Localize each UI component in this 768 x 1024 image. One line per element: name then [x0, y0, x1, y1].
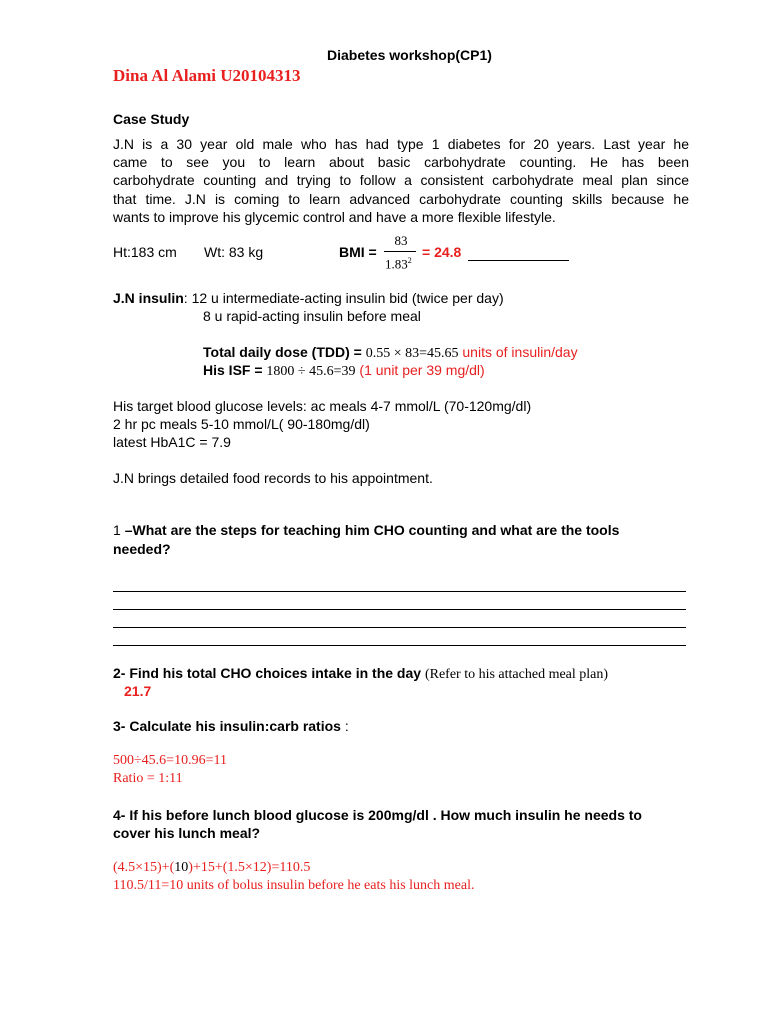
- question-1-line-2: needed?: [113, 541, 171, 557]
- target-line-1: His target blood glucose levels: ac meals 4-7 mmol/L (70-120mg/dl): [113, 398, 532, 414]
- bmi-fraction-bar: [384, 251, 416, 252]
- answer-line: [113, 627, 686, 628]
- insulin-label: J.N insulin: [113, 290, 184, 306]
- tdd-line: [203, 344, 578, 362]
- case-line: that time. J.N is coming to learn advanced carbohydrate counting skills because he: [113, 190, 689, 207]
- case-study-heading: Case Study: [113, 111, 190, 127]
- question-4-answer: 110.5/11=10 units of bolus insulin before he eats his lunch meal.: [113, 878, 475, 893]
- insulin-regimen-2: 8 u rapid-acting insulin before meal: [203, 308, 421, 324]
- answer-line: [113, 609, 686, 610]
- hba1c-line: latest HbA1C = 7.9: [113, 434, 231, 450]
- author-name: Dina Al Alami U20104313: [113, 66, 301, 85]
- question-1-number: 1: [113, 522, 125, 538]
- height-value: Ht:183 cm: [113, 244, 177, 260]
- case-study-paragraph: [113, 135, 689, 226]
- question-2-note: (Refer to his attached meal plan): [424, 667, 609, 682]
- case-line: J.N is a 30 year old male who has had type 1 diabetes for 20 years. Last year he: [113, 136, 689, 152]
- isf-label: His ISF =: [203, 362, 263, 378]
- bmi-answer-line: [468, 260, 569, 261]
- calc-part-highlight: 10: [174, 860, 189, 875]
- question-4-line-1: 4- If his before lunch blood glucose is 200mg/dl . How much insulin he needs to: [113, 807, 642, 823]
- bmi-denominator: 1.83$^2$: [385, 256, 412, 272]
- bmi-label: BMI =: [339, 244, 377, 260]
- answer-line: [113, 645, 686, 646]
- isf-note: (1 unit per 39 mg/dl): [359, 362, 485, 378]
- question-4-line-2: cover his lunch meal?: [113, 825, 261, 841]
- document-title: Diabetes workshop(CP1): [327, 47, 492, 63]
- question-3-ratio: Ratio = 1:11: [113, 771, 183, 786]
- tdd-label: Total daily dose (TDD) =: [203, 344, 362, 360]
- question-2-text: 2- Find his total CHO choices intake in the day: [113, 665, 422, 681]
- question-3-text: 3- Calculate his insulin:carb ratios: [113, 718, 341, 734]
- question-1-line-1: [113, 522, 619, 538]
- isf-calc: 1800 ÷ 45.6=39: [266, 364, 356, 379]
- bmi-exponent: 2: [407, 256, 412, 265]
- question-1-text: –What are the steps for teaching him CHO counting and what are the tools: [124, 522, 620, 538]
- answer-line: [113, 591, 686, 592]
- question-3-colon: :: [340, 718, 349, 734]
- target-line-2: 2 hr pc meals 5-10 mmol/L( 90-180mg/dl): [113, 416, 370, 432]
- case-line: wants to improve his glycemic control and have a more flexible lifestyle.: [113, 208, 556, 225]
- tdd-calc: 0.55 × 83=45.65: [365, 346, 459, 361]
- bmi-numerator: 83: [394, 233, 408, 248]
- isf-line: [203, 362, 485, 380]
- insulin-line-1: [113, 290, 504, 306]
- case-line: came to see you to learn about basic carbohydrate counting. He has been: [113, 154, 689, 171]
- question-4-calc: [113, 860, 310, 876]
- food-records-line: J.N brings detailed food records to his appointment.: [113, 470, 433, 486]
- question-2-line: [113, 665, 608, 683]
- case-line: carbohydrate counting and trying to follow a consistent carbohydrate meal plan since: [113, 172, 689, 189]
- tdd-units: units of insulin/day: [462, 344, 578, 360]
- calc-part: (4.5×15)+(: [113, 860, 175, 875]
- insulin-regimen-1: : 12 u intermediate-acting insulin bid (twice per day): [183, 290, 504, 306]
- question-3-line: [113, 718, 349, 734]
- question-2-answer: 21.7: [124, 683, 152, 699]
- weight-value: Wt: 83 kg: [204, 244, 264, 260]
- bmi-result: = 24.8: [422, 244, 462, 260]
- question-3-calc: 500÷45.6=10.96=11: [113, 753, 227, 768]
- calc-part: )+15+(1.5×12)=110.5: [188, 860, 311, 875]
